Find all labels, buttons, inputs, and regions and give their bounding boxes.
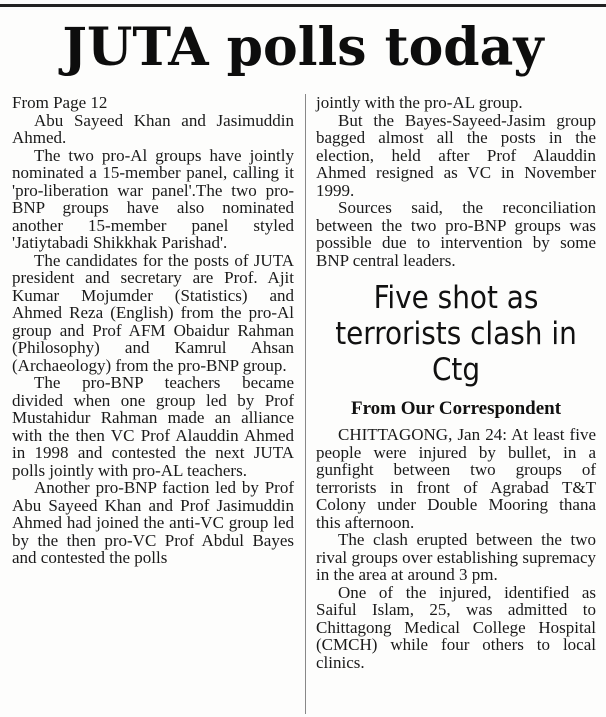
story2-paragraph-1: CHITTAGONG, Jan 24: At least five people were injured by bullet, in a gunfight between two groups of terrorists in front of Agrabad T&T Colony under Double Mooring thana this afternoon. — [316, 425, 596, 532]
continued-from: From Page 12 — [12, 93, 108, 112]
byline: From Our Correspondent — [350, 398, 562, 419]
right-paragraph-1: jointly with the pro-AL group. — [316, 93, 523, 112]
right-paragraph-3: Sources said, the reconciliation between the two pro-BNP groups was possible due to intervention by some BNP central leaders. — [316, 198, 596, 270]
top-rule — [0, 4, 606, 7]
left-paragraph-1: Abu Sayeed Khan and Jasimuddin Ahmed. — [12, 110, 294, 147]
left-paragraph-3: The candidates for the posts of JUTA president and secretary are Prof. Ajit Kumar Mojumder (Statistics) and Ahmed Reza (English) from the pro-Al group and Prof AFM Obaidur Rahman (Philosophy) and Kamrul Ahsan (Archaeology) from the pro-BNP group. — [12, 250, 294, 375]
second-story-headline: Five shot as terrorists clash in Ctg — [335, 280, 577, 388]
column-divider — [305, 94, 306, 714]
story2-paragraph-2: The clash erupted between the two rival groups over establishing supremacy in the area at around 3 pm. — [316, 530, 596, 584]
left-paragraph-2: The two pro-Al groups have jointly nominated a 15-member panel, calling it 'pro-liberation war panel'.The two pro-BNP groups have also nominated another 15-member panel styled 'Jatiytabadi Shikkhak Parishad'. — [12, 145, 294, 252]
left-paragraph-4: The pro-BNP teachers became divided when one group led by Prof Mustahidur Rahman made an alliance with the then VC Prof Alauddin Ahmed in 1998 and contested the next JUTA polls jointly with pro-AL teachers. — [12, 373, 294, 480]
right-paragraph-2: But the Bayes-Sayeed-Jasim group bagged almost all the posts in the election, held after Prof Alauddin Ahmed resigned as VC in November 1999. — [316, 110, 596, 200]
left-column — [12, 94, 294, 567]
story2-paragraph-3: One of the injured, identified as Saiful Islam, 25, was admitted to Chittagong Medical College Hospital (CMCH) while four others to local clinics. — [316, 582, 596, 672]
right-column — [316, 94, 596, 269]
second-story-body — [316, 426, 596, 671]
left-paragraph-5: Another pro-BNP faction led by Prof Abu Sayeed Khan and Prof Jasimuddin Ahmed had joined the anti-VC group led by the then pro-VC Prof Abdul Bayes and contested the polls — [12, 478, 294, 567]
headline: JUTA polls today — [62, 17, 544, 78]
